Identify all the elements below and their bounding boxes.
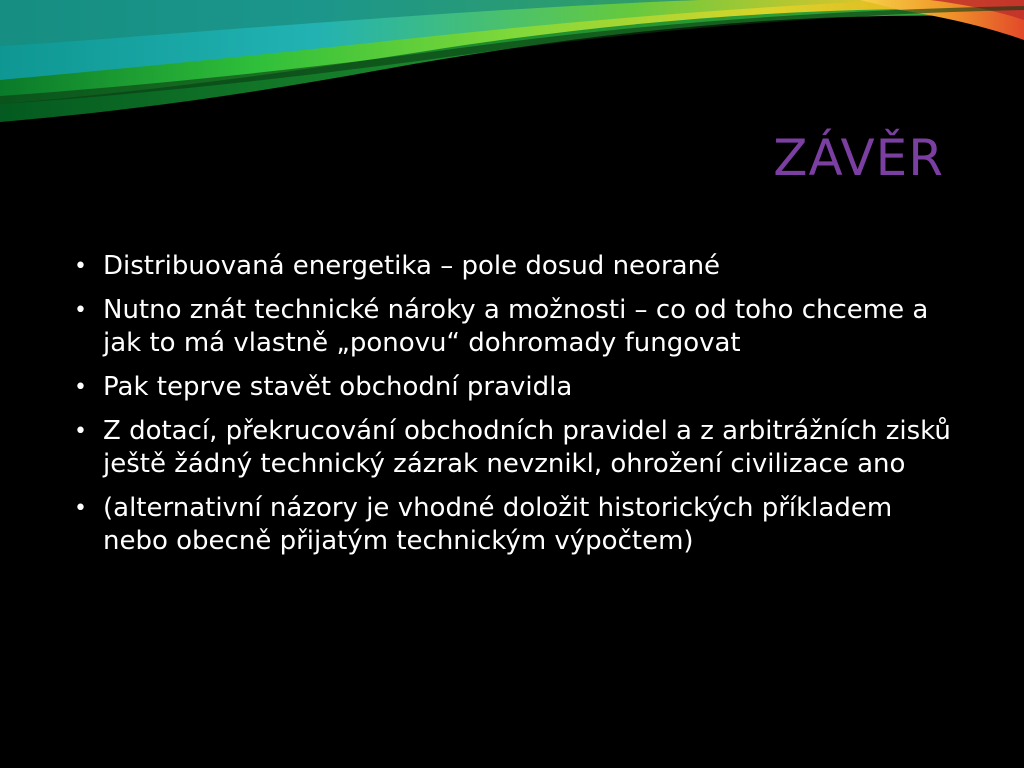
bullet-marker: • [74, 419, 87, 444]
list-item [74, 492, 954, 558]
slide-title: ZÁVĚR [773, 129, 944, 187]
bullet-marker: • [74, 298, 87, 323]
list-item [74, 415, 954, 481]
bullet-marker: • [74, 375, 87, 400]
decorative-ribbon [0, 0, 1024, 130]
bullet-text: Pak teprve stavět obchodní pravidla [103, 372, 573, 402]
bullet-list [74, 250, 954, 569]
bullet-text: Z dotací, překrucování obchodních pravidel a z arbitrážních zisků ještě žádný technický zázrak nevznikl, ohrožení civilizace ano [103, 416, 951, 479]
list-item [74, 294, 954, 360]
bullet-text: (alternativní názory je vhodné doložit historických příkladem nebo obecně přijatým technickým výpočtem) [103, 493, 893, 556]
list-item [74, 371, 954, 404]
bullet-marker: • [74, 496, 87, 521]
bullet-text: Nutno znát technické nároky a možnosti – co od toho chceme a jak to má vlastně „ponovu“ dohromady fungovat [103, 295, 929, 358]
list-item [74, 250, 954, 283]
bullet-marker: • [74, 254, 87, 279]
bullet-text: Distribuovaná energetika – pole dosud neorané [103, 251, 721, 281]
